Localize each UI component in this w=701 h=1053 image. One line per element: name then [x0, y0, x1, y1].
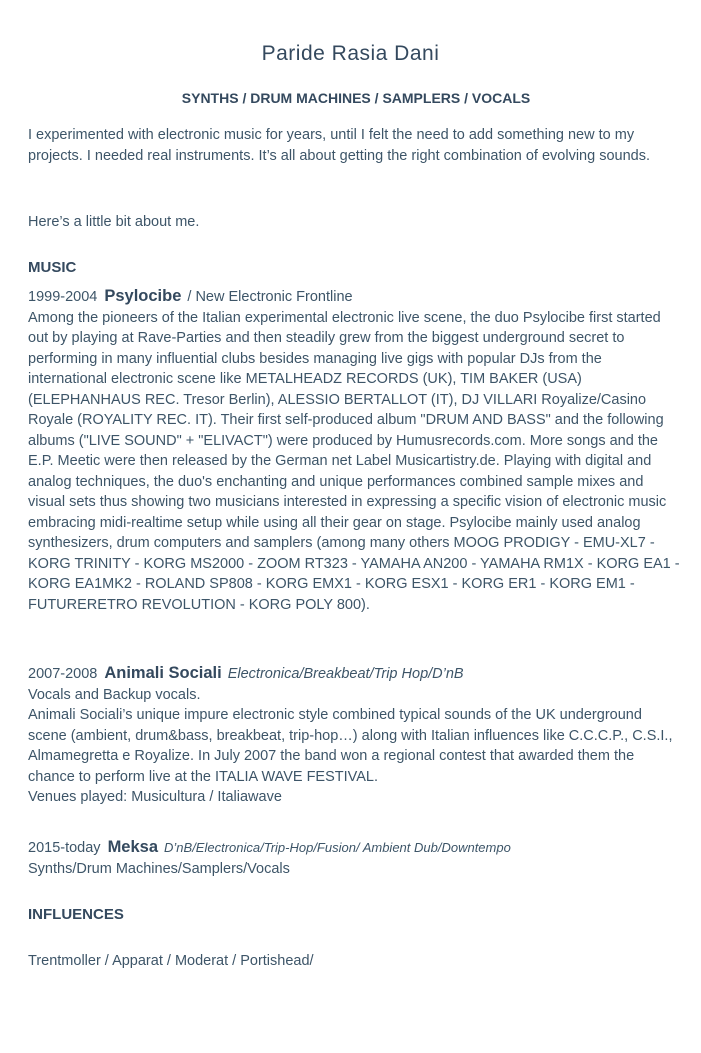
influences-section: [28, 951, 683, 972]
entry-years: 1999-2004: [28, 289, 98, 305]
about-line: [28, 212, 683, 233]
page-subtitle: SYNTHS / DRUM MACHINES / SAMPLERS / VOCALS: [181, 90, 531, 106]
entry-genre: / New Electronic Frontline: [187, 289, 353, 305]
music-heading: MUSIC: [28, 259, 77, 276]
entry-role: Synths/Drum Machines/Samplers/Vocals: [28, 860, 290, 877]
entry-description: Among the pioneers of the Italian experimental electronic live scene, the duo Psylocibe first started out by playing at Rave-Parties and then steadily grew from the biggest underground secret to performing in many influential clubs besides managing live gigs with popular DJs from the international electronic scene like METALHEADZ RECORDS (UK), TIM BAKER (USA) (ELEPHANHAUS REC. Tresor Berlin), ALESSIO BERTALLOT (IT), DJ VILLARI Royalize/Casino Royale (ROYALITY REC. IT). Their first self-produced album "DRUM AND BASS" and the following albums ("LIVE SOUND" + "ELIVACT") were produced by Humusrecords.com. More songs and the E.P. Meetic were then released by the German net Label Musicartistry.de. Playing with digital and analog techniques, the duo's enchanting and unique performances combined sample mixes and visual sets thus showing two musicians interested in expressing a specific vision of electronic music embracing midi-realtime setup while using all their gear on stage. Psylocibe mainly used analog synthesizers, drum computers and samplers (among many others MOOG PRODIGY - EMU-XL7 - KORG TRINITY - KORG MS2000 - ZOOM RT323 - YAMAHA AN200 - YAMAHA RM1X - KORG EA1 - KORG EA1MK2 - ROLAND SP808 - KORG EMX1 - KORG ESX1 - KORG ER1 - KORG EM1 - FUTURERETRO REVOLUTION - KORG POLY 800).: [28, 309, 680, 613]
entry-years: 2007-2008: [28, 666, 98, 682]
page-title: Paride Rasia Dani: [261, 42, 440, 65]
intro-paragraph: I experimented with electronic music for years, until I felt the need to add something new to my projects. I needed real instruments. It’s all about getting the right combination of evolving sounds.: [28, 127, 650, 164]
about-text: Here’s a little bit about me.: [28, 214, 200, 230]
entry-band: Meksa: [107, 838, 159, 856]
entry-venues: Venues played: Musicultura / Italiawave: [28, 789, 282, 805]
entry-years: 2015-today: [28, 840, 101, 856]
intro-section: [28, 125, 683, 166]
entry-header: [28, 837, 683, 859]
music-entry-meksa: [28, 837, 683, 879]
influences-list: Trentmoller / Apparat / Moderat / Portishead/: [28, 953, 314, 969]
entry-header: [28, 286, 683, 308]
entry-header: [28, 663, 683, 685]
entry-band: Animali Sociali: [104, 664, 222, 682]
music-entry-animali-sociali: [28, 663, 683, 808]
entry-genre: D’nB/Electronica/Trip-Hop/Fusion/ Ambient Dub/Downtempo: [164, 840, 511, 855]
entry-genre: Electronica/Breakbeat/Trip Hop/D’nB: [227, 666, 464, 682]
music-entry-psylocibe: [28, 286, 683, 615]
entry-band: Psylocibe: [104, 287, 182, 305]
influences-heading: INFLUENCES: [28, 906, 124, 923]
entry-role: Vocals and Backup vocals.: [28, 686, 201, 703]
entry-description: Animali Sociali’s unique impure electronic style combined typical sounds of the UK underground scene (ambient, drum&bass, breakbeat, trip-hop…) along with Italian influences like C.C.C.P., C.S.I., Almamegretta e Royalize. In July 2007 the band won a regional contest that awarded them the chance to perform live at the ITALIA WAVE FESTIVAL.: [28, 707, 673, 785]
